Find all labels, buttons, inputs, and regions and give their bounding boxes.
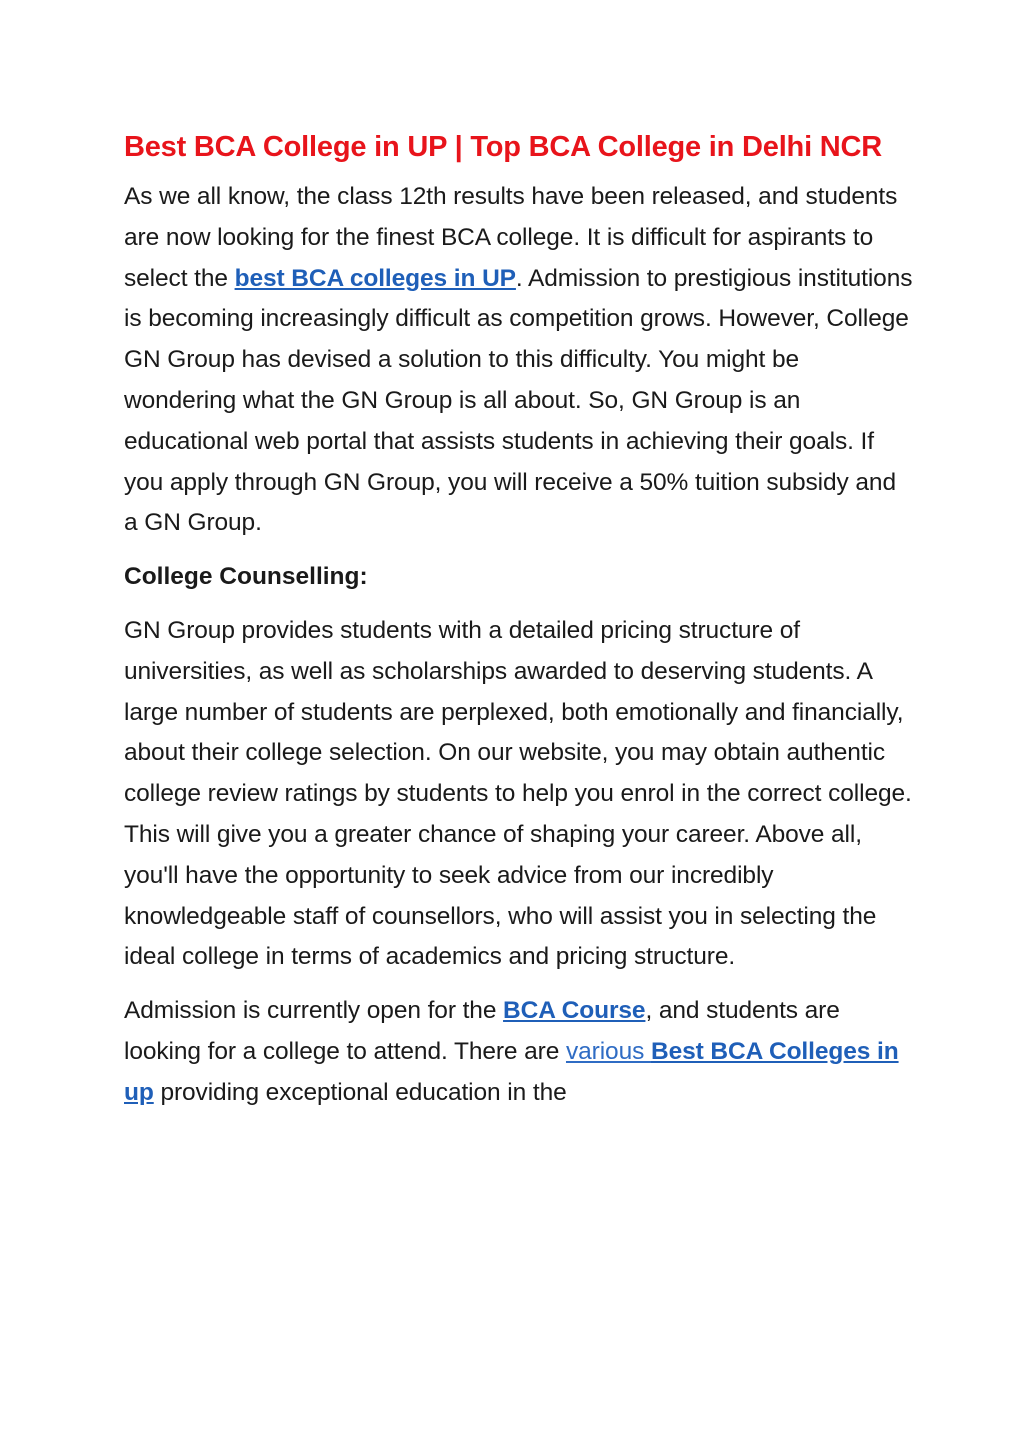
- various-link[interactable]: various: [565, 1037, 651, 1065]
- intro-text-after: . Admission to prestigious institutions is becoming increasingly difficult as competition grows. However, College GN Group has devised a solution to this difficulty. You might be wondering what the GN Group is all about. So, GN Group is an educational web portal that assists students in achieving their goals. If you apply through GN Group, you will receive a 50% tuition subsidy and a GN Group.: [124, 264, 913, 537]
- counselling-heading: College Counselling:: [124, 563, 368, 591]
- admission-paragraph: [124, 991, 914, 1113]
- bca-course-link[interactable]: BCA Course: [503, 997, 646, 1025]
- admission-text-2: , and students are looking for a college to attend. There are: [124, 997, 840, 1065]
- best-bca-colleges-in-up-link[interactable]: Best BCA Colleges in up: [124, 1037, 899, 1106]
- intro-paragraph: [124, 177, 914, 544]
- admission-text-3: providing exceptional education in the: [153, 1078, 567, 1106]
- best-bca-colleges-link[interactable]: best BCA colleges in UP: [234, 264, 516, 292]
- admission-text-1: Admission is currently open for the: [124, 997, 504, 1025]
- intro-text-before: As we all know, the class 12th results have been released, and students are now looking for the finest BCA college. It is difficult for aspirants to select the: [124, 183, 898, 292]
- document-page: [124, 126, 914, 1114]
- page-title: Best BCA College in UP | Top BCA College in Delhi NCR: [124, 131, 883, 163]
- counselling-paragraph: GN Group provides students with a detailed pricing structure of universities, as well as scholarships awarded to deserving students. A large number of students are perplexed, both emotionally and financially, about their college selection. On our website, you may obtain authentic college review ratings by students to help you enrol in the correct college. This will give you a greater chance of shaping your career. Above all, you'll have the opportunity to seek advice from our incredibly knowledgeable staff of counsellors, who will assist you in selecting the ideal college in terms of academics and pricing structure.: [124, 616, 912, 971]
